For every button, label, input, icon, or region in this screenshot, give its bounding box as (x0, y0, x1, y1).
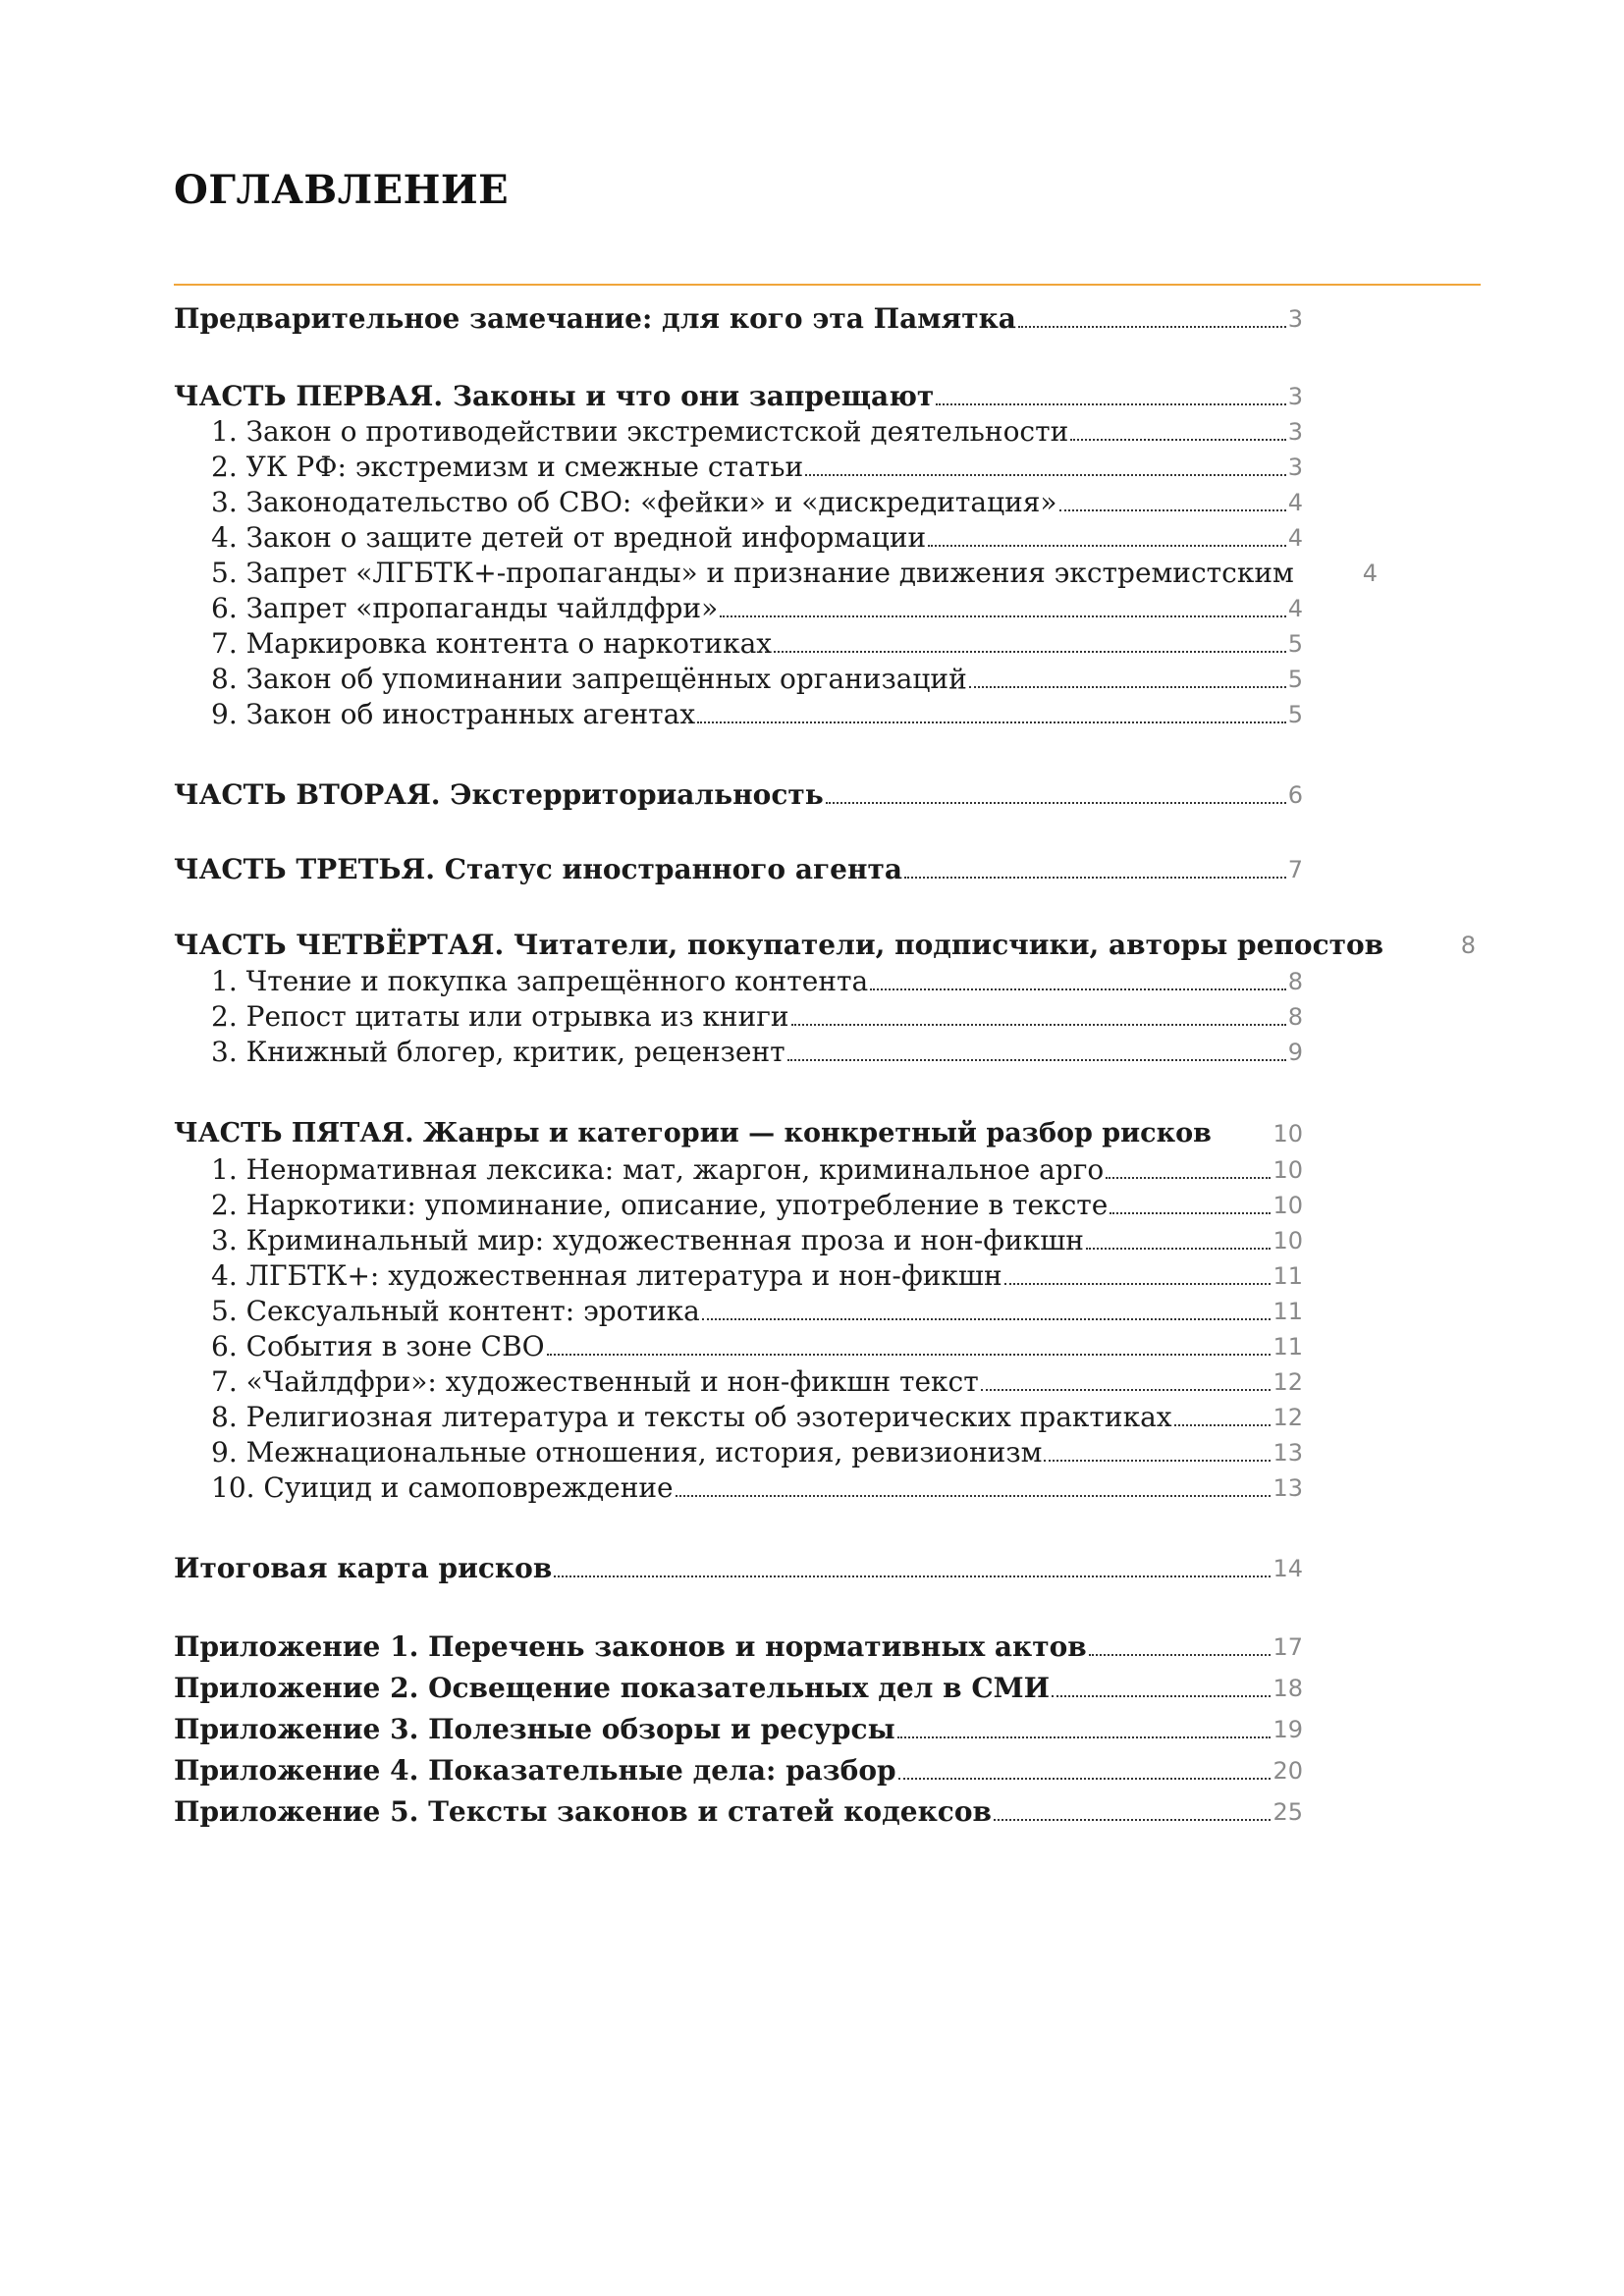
toc-entry-title: 9. Межнациональные отношения, история, ревизионизм (211, 1436, 1043, 1468)
toc-entry[interactable] (174, 777, 1303, 813)
toc-leader-dots (1110, 1212, 1271, 1214)
toc-leader-dots (554, 1575, 1271, 1577)
toc-leader-dots (1089, 1654, 1272, 1656)
toc-page-number: 8 (1287, 1003, 1303, 1031)
toc-leader-dots (969, 686, 1286, 688)
toc-entry[interactable] (211, 556, 1378, 591)
toc-entry-title: 6. Запрет «пропаганды чайлдфри» (211, 592, 719, 624)
toc-leader-dots (805, 474, 1286, 476)
toc-page-number: 12 (1272, 1368, 1303, 1396)
toc-page-number: 18 (1272, 1675, 1303, 1702)
toc-leader-dots (697, 721, 1286, 723)
toc-entry-title: 5. Запрет «ЛГБТК+-пропаганды» и признание движения экстремистским (211, 557, 1294, 589)
toc-entry-title: Приложение 4. Показательные дела: разбор (174, 1754, 896, 1787)
toc-leader-dots (870, 988, 1286, 990)
toc-entry-title: 3. Законодательство об СВО: «фейки» и «дискредитация» (211, 486, 1057, 518)
toc-leader-dots (1174, 1424, 1272, 1426)
toc-entry-title: 7. «Чайлдфри»: художественный и нон-фикшн текст (211, 1365, 979, 1398)
toc-page-number: 10 (1272, 1227, 1303, 1255)
toc-leader-dots (787, 1059, 1286, 1061)
toc-entry[interactable] (174, 1116, 1303, 1151)
toc-leader-dots (547, 1354, 1272, 1356)
toc-page-number: 19 (1272, 1716, 1303, 1743)
toc-entry-title: ЧАСТЬ ВТОРАЯ. Экстерриториальность (174, 778, 824, 811)
toc-entry-title: Приложение 3. Полезные обзоры и ресурсы (174, 1713, 895, 1745)
toc-page-number: 5 (1287, 630, 1303, 658)
toc-leader-dots (1070, 439, 1285, 441)
toc-page-number: 17 (1272, 1633, 1303, 1661)
toc-page-number: 6 (1287, 781, 1303, 809)
toc-page-number: 11 (1272, 1298, 1303, 1325)
toc-entry-title: 4. ЛГБТК+: художественная литература и нон-фикшн (211, 1259, 1002, 1292)
toc-leader-dots (826, 802, 1286, 804)
toc-entry[interactable] (211, 964, 1303, 999)
toc-entry[interactable] (174, 1671, 1303, 1706)
toc-leader-dots (1044, 1460, 1271, 1462)
toc-page-number: 12 (1272, 1404, 1303, 1431)
toc-entry[interactable] (211, 1400, 1303, 1435)
toc-entry-title: Предварительное замечание: для кого эта Памятка (174, 302, 1016, 335)
toc-page-number: 10 (1272, 1120, 1303, 1148)
toc-entry[interactable] (174, 928, 1476, 963)
toc-entry-title: ЧАСТЬ ЧЕТВЁРТАЯ. Читатели, покупатели, подписчики, авторы репостов (174, 929, 1384, 961)
toc-entry[interactable] (174, 1794, 1303, 1830)
toc-page-number: 13 (1272, 1439, 1303, 1467)
toc-page-number: 10 (1272, 1192, 1303, 1219)
toc-entry[interactable] (174, 379, 1303, 414)
toc-entry-title: 1. Ненормативная лексика: мат, жаргон, криминальное арго (211, 1153, 1105, 1186)
toc-leader-dots (676, 1495, 1272, 1497)
toc-entry-title: 8. Религиозная литература и тексты об эзотерических практиках (211, 1401, 1172, 1433)
toc-entry[interactable] (211, 1470, 1303, 1506)
toc-page-number: 3 (1287, 305, 1303, 333)
toc-entry-title: 8. Закон об упоминании запрещённых организаций (211, 663, 967, 695)
toc-leader-dots (1106, 1177, 1271, 1179)
toc-leader-dots (928, 545, 1286, 547)
toc-page-number: 5 (1287, 666, 1303, 693)
toc-entry-title: 3. Криминальный мир: художественная проза и нон-фикшн (211, 1224, 1084, 1256)
toc-leader-dots (981, 1389, 1272, 1391)
toc-page-number: 8 (1287, 968, 1303, 995)
toc-entry[interactable] (174, 1551, 1303, 1586)
toc-entry[interactable] (211, 414, 1303, 450)
toc-page-number: 7 (1287, 856, 1303, 883)
toc-leader-dots (898, 1778, 1272, 1780)
toc-leader-dots (994, 1819, 1271, 1821)
toc-page-number: 8 (1460, 932, 1476, 959)
toc-entry[interactable] (174, 301, 1303, 337)
toc-page-number: 3 (1287, 418, 1303, 446)
toc-leader-dots (897, 1736, 1272, 1738)
toc-entry[interactable] (211, 1152, 1303, 1188)
toc-leader-dots (1004, 1283, 1272, 1285)
toc-entry-title: 1. Чтение и покупка запрещённого контента (211, 965, 869, 997)
toc-entry-title: 6. События в зоне СВО (211, 1330, 545, 1362)
toc-entry[interactable] (211, 1035, 1303, 1070)
toc-page-number: 10 (1272, 1156, 1303, 1184)
toc-entry[interactable] (211, 1223, 1303, 1258)
toc-page-number: 4 (1362, 560, 1378, 587)
toc-entry-title: ЧАСТЬ ПЕРВАЯ. Законы и что они запрещают (174, 380, 935, 412)
toc-entry-title: 2. УК РФ: экстремизм и смежные статьи (211, 451, 804, 483)
toc-entry-title: 2. Наркотики: упоминание, описание, употребление в тексте (211, 1189, 1109, 1221)
toc-entry[interactable] (211, 999, 1303, 1035)
toc-entry[interactable] (174, 852, 1303, 887)
toc-page-number: 20 (1272, 1757, 1303, 1785)
toc-entry[interactable] (211, 1294, 1303, 1329)
toc-entry-title: 4. Закон о защите детей от вредной информации (211, 521, 927, 554)
toc-entry-title: 5. Сексуальный контент: эротика (211, 1295, 700, 1327)
toc-page-number: 13 (1272, 1474, 1303, 1502)
toc-entry-title: 1. Закон о противодействии экстремистской деятельности (211, 415, 1069, 448)
toc-entry-title: Приложение 1. Перечень законов и нормативных актов (174, 1630, 1087, 1663)
toc-entry[interactable] (211, 450, 1303, 485)
toc-page-number: 11 (1272, 1333, 1303, 1361)
toc-page-number: 4 (1287, 489, 1303, 516)
toc-entry-title: 10. Суицид и самоповреждение (211, 1471, 674, 1504)
toc-page-number: 14 (1272, 1555, 1303, 1582)
toc-page-number: 4 (1287, 595, 1303, 622)
toc-entry-title: 3. Книжный блогер, критик, рецензент (211, 1036, 785, 1068)
toc-leader-dots (1059, 509, 1286, 511)
toc-entry[interactable] (211, 1188, 1303, 1223)
toc-entry[interactable] (174, 1629, 1303, 1665)
toc-entry-title: ЧАСТЬ ПЯТАЯ. Жанры и категории — конкретный разбор рисков (174, 1118, 1212, 1148)
toc-entry[interactable] (211, 1329, 1303, 1364)
toc-entry[interactable] (211, 626, 1303, 662)
toc-entry[interactable] (211, 1435, 1303, 1470)
toc-page-number: 5 (1287, 701, 1303, 728)
toc-entry[interactable] (211, 1364, 1303, 1400)
toc-entry-title: 9. Закон об иностранных агентах (211, 698, 696, 730)
page-title: ОГЛАВЛЕНИЕ (174, 167, 510, 213)
toc-entry-title: 2. Репост цитаты или отрывка из книги (211, 1000, 789, 1033)
toc-leader-dots (702, 1318, 1272, 1320)
toc-page-number: 4 (1287, 524, 1303, 552)
toc-leader-dots (1018, 326, 1286, 328)
toc-entry-title: ЧАСТЬ ТРЕТЬЯ. Статус иностранного агента (174, 853, 902, 885)
toc-entry[interactable] (211, 520, 1303, 556)
toc-entry[interactable] (211, 662, 1303, 697)
toc-entry-title: Приложение 5. Тексты законов и статей кодексов (174, 1795, 992, 1828)
toc-entry[interactable] (174, 1712, 1303, 1747)
toc-page-number: 25 (1272, 1798, 1303, 1826)
toc-leader-dots (1052, 1695, 1271, 1697)
toc-entry[interactable] (211, 485, 1303, 520)
toc-leader-dots (720, 615, 1286, 617)
toc-entry[interactable] (211, 591, 1303, 626)
toc-entry-title: 7. Маркировка контента о наркотиках (211, 627, 773, 660)
toc-entry-title: Приложение 2. Освещение показательных дел в СМИ (174, 1672, 1051, 1704)
title-divider (174, 284, 1481, 286)
toc-leader-dots (774, 651, 1286, 653)
toc-page-number: 3 (1287, 383, 1303, 410)
toc-entry[interactable] (211, 1258, 1303, 1294)
toc-entry[interactable] (211, 697, 1303, 732)
toc-leader-dots (1086, 1248, 1271, 1250)
toc-page-number: 3 (1287, 454, 1303, 481)
toc-entry[interactable] (174, 1753, 1303, 1789)
toc-leader-dots (791, 1024, 1286, 1026)
toc-page-number: 9 (1287, 1039, 1303, 1066)
toc-page-number: 11 (1272, 1262, 1303, 1290)
toc-entry-title: Итоговая карта рисков (174, 1552, 553, 1584)
toc-leader-dots (936, 403, 1285, 405)
toc-leader-dots (904, 877, 1286, 879)
